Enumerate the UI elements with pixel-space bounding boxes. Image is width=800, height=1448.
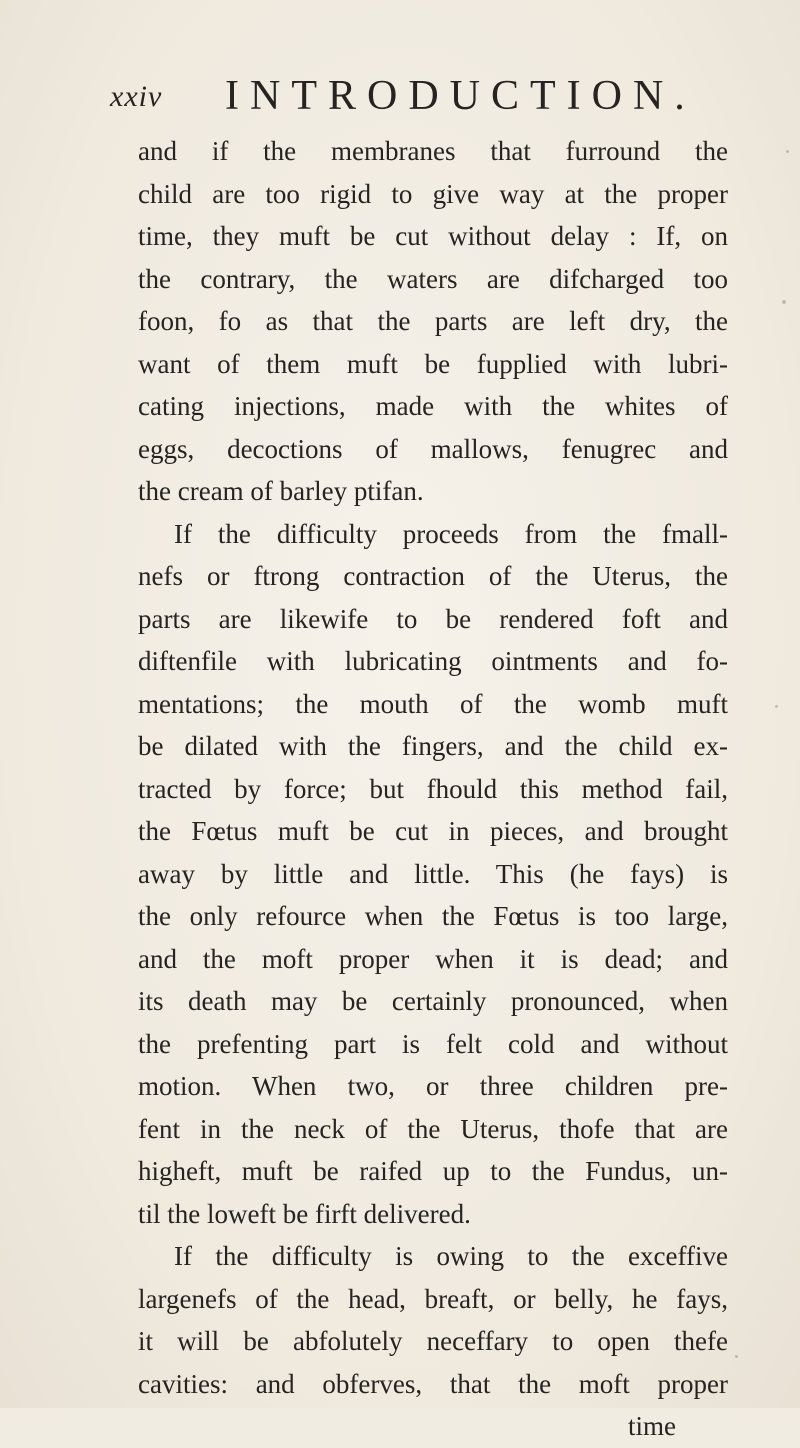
paper-speck [782,300,786,304]
paper-speck [735,1355,738,1358]
text-line: cating injections, made with the whites of [138,391,728,421]
text-line: mentations; the mouth of the womb muft [138,688,728,719]
text-line: higheft, muft be raifed up to the Fundus, un- [138,1156,728,1186]
text-line: away by little and little. This (he fays) is [138,858,728,889]
text-line: its death may be certainly pronounced, when [138,986,728,1016]
text-line: be dilated with the fingers, and the child ex- [138,731,728,761]
text-line: the prefenting part is felt cold and without [138,1028,728,1059]
paper-speck [775,705,778,708]
text-line: largenefs of the head, breaft, or belly, he fays, [138,1283,728,1314]
page-number: xxiv [110,80,163,113]
text-line: motion. When two, or three children pre- [138,1071,728,1101]
text-line: the contrary, the waters are difcharged too [138,263,728,294]
text-line: child are too rigid to give way at the proper [138,178,728,209]
text-line: nefs or ftrong contraction of the Uterus, the [138,561,728,591]
text-line: and if the membranes that furround the [138,136,728,166]
running-title: INTRODUCTION. [225,73,696,119]
text-line: tracted by force; but fhould this method fail, [138,773,728,804]
body-text [138,130,728,1448]
text-line: foon, fo as that the parts are left dry, the [138,306,728,336]
text-line: cavities: and obferves, that the moft proper [138,1368,728,1399]
text-line: the only refource when the Fœtus is too large, [138,901,728,931]
paper-speck [786,150,789,153]
text-line: it will be abfolutely neceffary to open thefe [138,1326,728,1356]
text-line: the cream of barley ptifan. [138,476,424,506]
text-line: fent in the neck of the Uterus, thofe that are [138,1113,728,1144]
text-line: If the difficulty is owing to the exceffive [174,1241,728,1271]
text-line: diftenfile with lubricating ointments and fo- [138,646,728,676]
text-line: and the moft proper when it is dead; and [138,943,728,974]
catchword: time [628,1411,676,1441]
text-line: parts are likewife to be rendered foft and [138,603,728,634]
running-head [110,70,710,120]
text-line: If the difficulty proceeds from the fmall- [174,518,728,549]
text-line: the Fœtus muft be cut in pieces, and brought [138,816,728,846]
text-line: til the loweft be firft delivered. [138,1198,471,1229]
text-line: time, they muft be cut without delay : If, on [138,221,728,251]
text-line: want of them muft be fupplied with lubri- [138,348,728,379]
text-line: eggs, decoctions of mallows, fenugrec and [138,433,728,464]
